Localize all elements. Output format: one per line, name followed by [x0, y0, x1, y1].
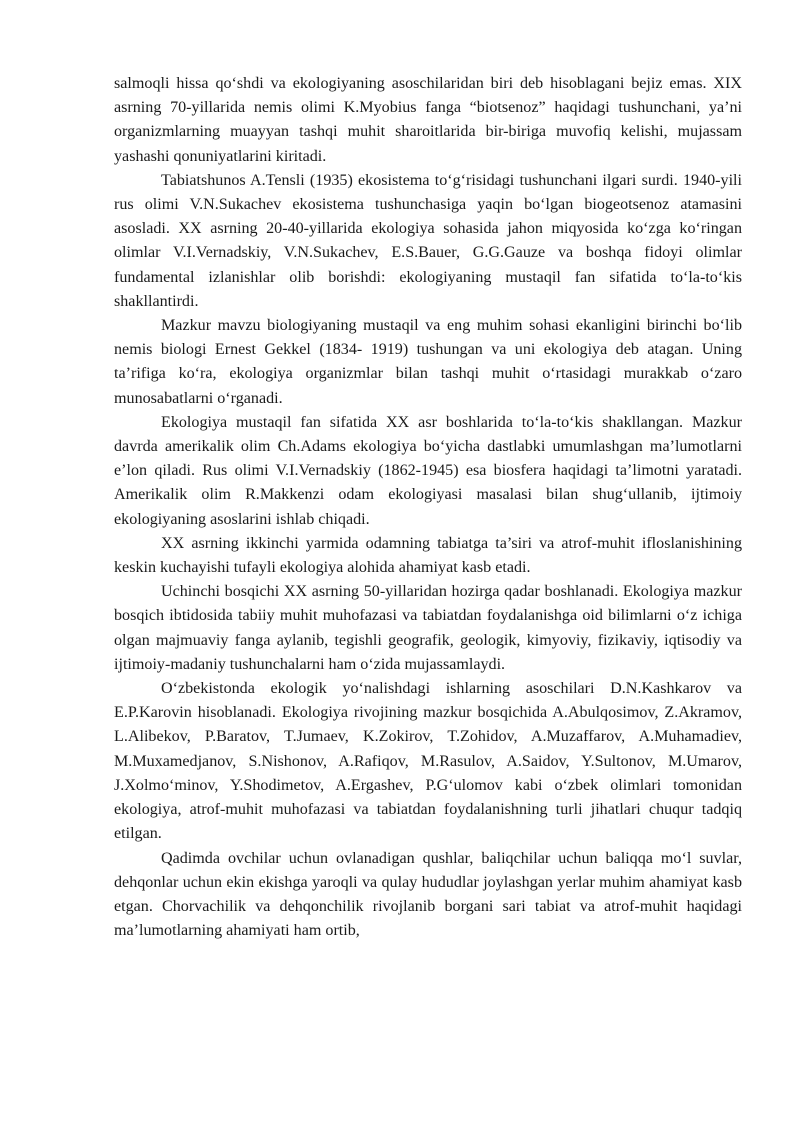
paragraph-1: salmoqli hissa qo‘shdi va ekologiyaning asoschilaridan biri deb hisoblagani bejiz emas. XIX asrning 70-yillarida nemis olimi K.Myobius fanga “biotsenoz” haqidagi tushunchani, ya’ni organizmlarning muayyan tashqi muhit sharoitlarida bir-biriga muvofiq kelishi, mujassam yashashi qonuniyatlarini kiritadi.	[114, 75, 742, 165]
paragraph-3: Mazkur mavzu biologiyaning mustaqil va eng muhim sohasi ekanligini birinchi bo‘lib nemis biologi Ernest Gekkel (1834- 1919) tushungan va uni ekologiya deb atagan. Uning ta’rifiga ko‘ra, ekologiya organizmlar bilan tashqi muhit o‘rtasidagi murakkab o‘zaro munosabatlarni o‘rganadi.	[114, 317, 742, 407]
paragraph-7: O‘zbekistonda ekologik yo‘nalishdagi ishlarning asoschilari D.N.Kashkarov va E.P.Karovin hisoblanadi. Ekologiya rivojining mazkur bosqichida A.Abulqosimov, Z.Akramov, L.Alibekov, P.Baratov, T.Jumaev, K.Zokirov, T.Zohidov, A.Muzaffarov, A.Muhamadiev, M.Muxamedjanov, S.Nishonov, A.Rafiqov, M.Rasulov, A.Saidov, Y.Sultonov, M.Umarov, J.Xolmo‘minov, Y.Shodimetov, A.Ergashev, P.G‘ulomov kabi o‘zbek olimlari tomonidan ekologiya, atrof-muhit muhofazasi va tabiatdan foydalanishning turli jihatlari chuqur tadqiq etilgan.	[114, 680, 742, 843]
paragraph-5: XX asrning ikkinchi yarmida odamning tabiatga ta’siri va atrof-muhit ifloslanishining keskin kuchayishi tufayli ekologiya alohida ahamiyat kasb etadi.	[114, 534, 742, 577]
paragraph-2: Tabiatshunos A.Tensli (1935) ekosistema to‘g‘risidagi tushunchani ilgari surdi. 1940-yili rus olimi V.N.Sukachev ekosistema tushunchasiga yaqin bo‘lgan biogeotsenoz atamasini asosladi. XX asrning 20-40-yillarida ekologiya sohasida jahon miqyosida ko‘zga ko‘ringan olimlar V.I.Vernadskiy, V.N.Sukachev, E.S.Bauer, G.G.Gauze va boshqa fidoyi olimlar fundamental izlanishlar olib borishdi: ekologiyaning mustaqil fan sifatida to‘la-to‘kis shakllantirdi.	[114, 171, 742, 310]
paragraph-6: Uchinchi bosqichi XX asrning 50-yillaridan hozirga qadar boshlanadi. Ekologiya mazkur bosqich ibtidosida tabiiy muhit muhofazasi va tabiatdan foydalanishga oid bilimlarni o‘z ichiga olgan majmuaviy fanga aylanib, tegishli geografik, geologik, kimyoviy, fizikaviy, iqtisodiy va ijtimoiy-madaniy tushunchalarni ham o‘zida mujassamlaydi.	[114, 583, 742, 673]
paragraph-8: Qadimda ovchilar uchun ovlanadigan qushlar, baliqchilar uchun baliqqa mo‘l suvlar, dehqonlar uchun ekin ekishga yaroqli va qulay hududlar joylashgan yerlar muhim ahamiyat kasb etgan. Chorvachilik va dehqonchilik rivojlanib borgani sari tabiat va atrof-muhit haqidagi ma’lumotlarning ahamiyati ham ortib,	[114, 849, 742, 940]
document-page	[114, 72, 742, 943]
paragraph-4: Ekologiya mustaqil fan sifatida XX asr boshlarida to‘la-to‘kis shakllangan. Mazkur davrda amerikalik olim Ch.Adams ekologiya bo‘yicha dastlabki umumlashgan ma’lumotlarni e’lon qiladi. Rus olimi V.I.Vernadskiy (1862-1945) esa biosfera haqidagi ta’limotni yaratadi. Amerikalik olim R.Makkenzi odam ekologiyasi masalasi bilan shug‘ullanib, ijtimoiy ekologiyaning asoslarini ishlab chiqadi.	[114, 413, 742, 528]
